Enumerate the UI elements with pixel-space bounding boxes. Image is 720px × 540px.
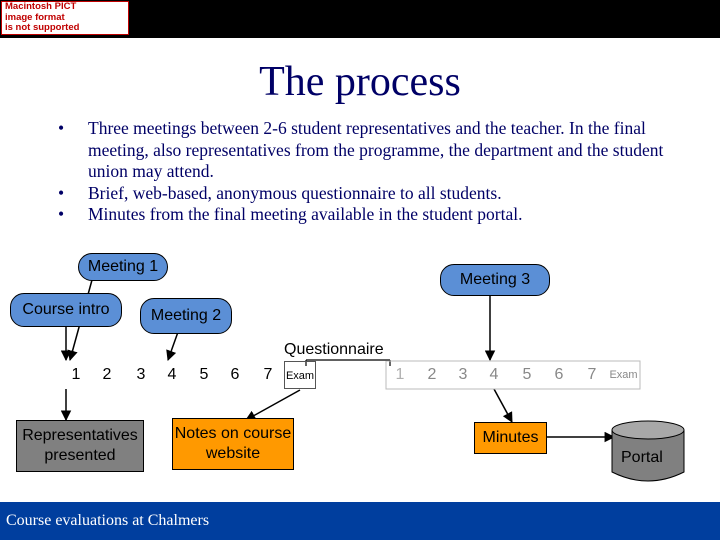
course-intro-bubble — [10, 293, 122, 327]
week-cell: 3 — [136, 366, 146, 383]
connector-arrow — [494, 389, 512, 422]
week-cell: 4 — [167, 366, 177, 383]
bullet-text: Three meetings between 2-6 student representatives and the teacher. In the final meeting, also representatives from the programme, the department and the student union may attend. — [88, 118, 664, 181]
meeting-2-label: Meeting 2 — [150, 307, 222, 324]
connector-arrow — [246, 390, 300, 420]
bullet-text: Brief, web-based, anonymous questionnaire to all students. — [88, 182, 502, 203]
week-cell: 1 — [395, 366, 405, 383]
questionnaire-label: Questionnaire — [284, 341, 384, 358]
meeting-3-label: Meeting 3 — [459, 271, 531, 288]
footer-bar — [0, 502, 720, 540]
connector-arrow — [168, 332, 178, 360]
exam-cell: Exam — [284, 361, 316, 389]
week-cell: 2 — [427, 366, 437, 383]
footer-text: Course evaluations at Chalmers — [6, 512, 210, 529]
placeholder-line: Macintosh PICT — [5, 1, 77, 12]
bullet-marker: • — [58, 204, 65, 224]
meeting-1-bubble — [78, 253, 168, 281]
exam-cell: Exam — [609, 369, 638, 381]
bullet-marker: • — [58, 118, 65, 138]
bullet-text: Minutes from the final meeting available in the student portal. — [88, 204, 523, 224]
course-intro-label: Course intro — [22, 301, 110, 318]
week-cell: 5 — [199, 366, 209, 383]
representatives-label: Representatives presented — [22, 427, 138, 464]
slide-title: The process — [259, 59, 461, 105]
minutes-box — [474, 422, 547, 454]
week-cell: 7 — [263, 366, 273, 383]
bullet-marker: • — [58, 182, 65, 203]
placeholder-line: image format — [5, 11, 65, 23]
week-cell: 5 — [522, 366, 532, 383]
week-cell: 3 — [458, 366, 468, 383]
week-cell: 4 — [489, 366, 499, 383]
portal-label: Portal — [621, 449, 663, 466]
week-cell: 6 — [230, 366, 240, 383]
placeholder-line: is not supported — [5, 22, 80, 33]
meeting-3-bubble — [440, 264, 550, 296]
week-cell: 6 — [554, 366, 564, 383]
minutes-label: Minutes — [482, 429, 539, 446]
notes-label: Notes on course website — [174, 425, 292, 462]
notes-box — [172, 418, 294, 470]
meeting-1-label: Meeting 1 — [87, 258, 159, 275]
week-cell: 1 — [71, 366, 81, 383]
week-cell: 2 — [102, 366, 112, 383]
meeting-2-bubble — [140, 298, 232, 334]
representatives-box — [16, 420, 144, 472]
week-cell: 7 — [587, 366, 597, 383]
